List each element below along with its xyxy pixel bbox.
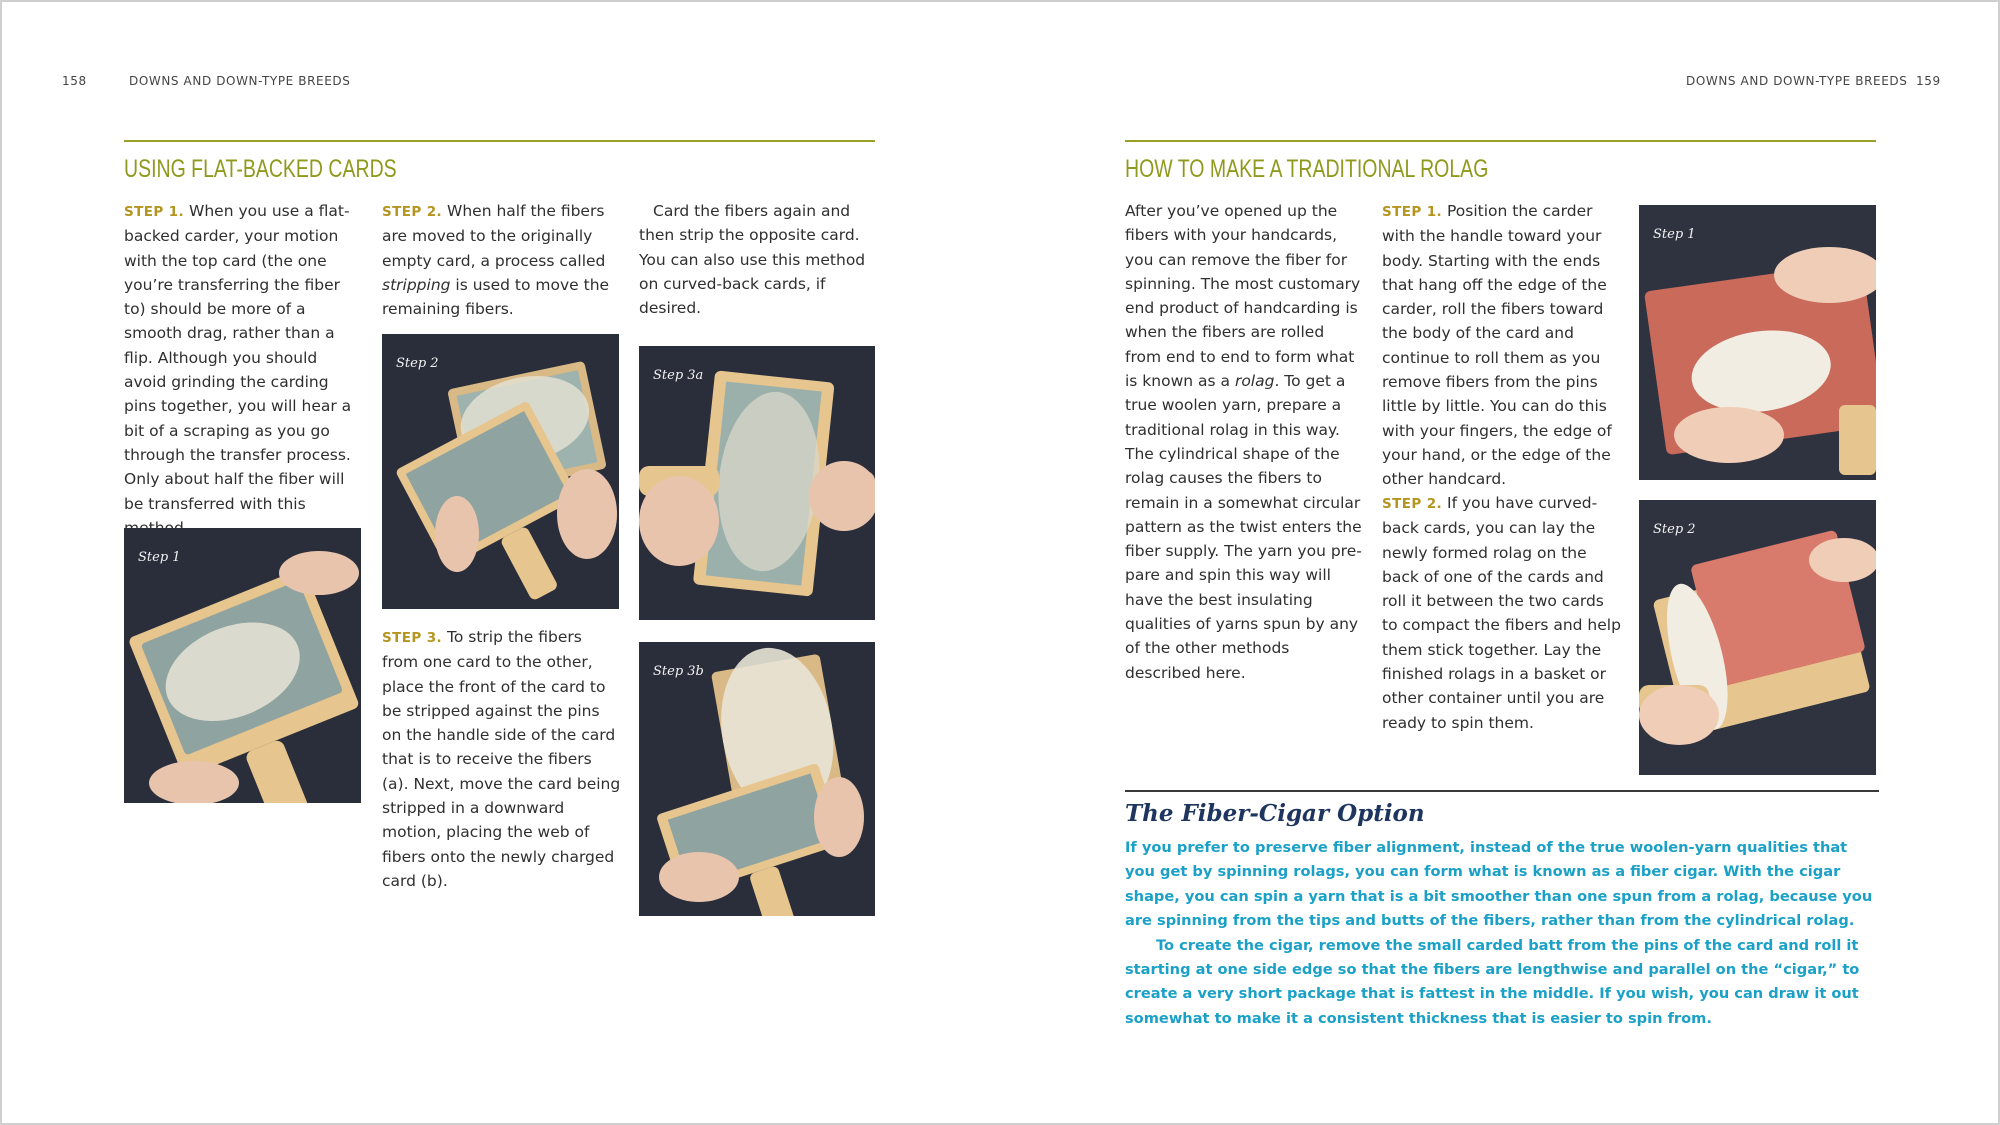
- photo-step2-left: [382, 334, 619, 609]
- step2-text-left-b: is used to move the remaining fibers.: [382, 275, 610, 319]
- sidebar-body: [1125, 836, 1876, 1031]
- step3-text-left: To strip the fibers from one card to the other, place the front of the card to be stripped against the pins on the handle side of the card that is to receive the fibers (a). Next, move the card being stripped in a downward motion, placing the web of fibers onto the newly charged card (b).: [382, 628, 621, 890]
- step1-paragraph-right: [1382, 199, 1622, 492]
- photo-caption-step3b-left: Step 3b: [653, 664, 704, 679]
- running-head-right: DOWNS AND DOWN-TYPE BREEDS: [1686, 74, 1908, 88]
- step2-text-left-em: stripping: [382, 275, 451, 294]
- section-title-right: HOW TO MAKE A TRADITIONAL ROLAG: [1125, 155, 1489, 183]
- section-rule-right: [1125, 140, 1876, 142]
- sidebar-paragraph-1: If you prefer to preserve fiber alignment, instead of the true woolen-yarn qualities that you get by spinning rolags, you can form what is known as a fiber cigar. With the cigar shape, you can spin a yarn that is a bit smoother than one spun from a rolag, because you are spinning from the tips and butts of the fibers, rather than from the cylindrical rolag.: [1125, 839, 1873, 930]
- step3-label-left: STEP 3.: [382, 630, 443, 646]
- step2-label-left: STEP 2.: [382, 204, 443, 220]
- rolag-photo-step2: [1639, 500, 1876, 775]
- step3-paragraph-left: [382, 625, 622, 893]
- step2-label-right: STEP 2.: [1382, 496, 1443, 512]
- sidebar-rule: [1125, 790, 1879, 792]
- card-again-paragraph: Card the fibers again and then strip the opposite card. You can also use this method on curved-back cards, if desired.: [639, 202, 866, 318]
- step2-text-left-a: When half the fibers are moved to the originally empty card, a process called: [382, 202, 606, 270]
- flat-card-photo-step1: [124, 528, 361, 803]
- rolag-intro-text-a: After you’ve opened up the fibers with your handcards, you can remove the fiber for spinning. The most customary end product of handcarding is when the fibers are rolled from end to end to form what is known as a: [1125, 202, 1361, 391]
- step2-text-right: If you have curved-back cards, you can lay the newly formed rolag on the back of one of the cards and roll it between the two cards to compact the fibers and help them stick together. Lay the finished rolags in a basket or other container until you are ready to spin them.: [1382, 494, 1621, 732]
- photo-caption-step1-left: Step 1: [138, 550, 181, 565]
- step1-text-right: Position the carder with the handle toward your body. Starting with the ends that hang off the edge of the carder, roll the fibers toward the body of the card and continue to roll them as you remove fibers from the pins little by little. You can do this with your fingers, the edge of your hand, or the edge of the other handcard.: [1382, 202, 1612, 489]
- flat-card-photo-step3b: [639, 642, 875, 916]
- sidebar-title: The Fiber-Cigar Option: [1125, 800, 1425, 827]
- page-number-right: 159: [1916, 74, 1941, 88]
- photo-rolag-step2: [1639, 500, 1876, 775]
- step1-label-right: STEP 1.: [1382, 204, 1443, 220]
- flat-card-photo-step3a: [639, 346, 875, 620]
- step2-paragraph-left: [382, 199, 622, 321]
- photo-caption-step3a-left: Step 3a: [653, 368, 704, 383]
- step2-paragraph-right: [1382, 491, 1622, 735]
- section-title-left: USING FLAT-BACKED CARDS: [124, 155, 397, 183]
- rolag-intro-text-b: . To get a true woolen yarn, prepare a traditional rolag in this way. The cylindrical shape of the rolag causes the fibers to remain in a somewhat circular pattern as the twist enters the fiber supply. The yarn you prepare and spin this way will have the best insulating qualities of yarns spun by any of the other methods described here.: [1125, 372, 1362, 682]
- photo-step1-left: [124, 528, 361, 803]
- rolag-intro-text-em: rolag: [1234, 372, 1275, 391]
- running-head-left: DOWNS AND DOWN-TYPE BREEDS: [129, 74, 351, 88]
- sidebar-paragraph-2: To create the cigar, remove the small carded batt from the pins of the card and roll it starting at one side edge so that the fibers are lengthwise and parallel on the “cigar,” to create a very short package that is fattest in the middle. If you wish, you can draw it out somewhat to make it a consistent thickness that is easier to spin from.: [1125, 936, 1860, 1027]
- photo-step3a-left: [639, 346, 875, 620]
- rolag-photo-step1: [1639, 205, 1876, 480]
- photo-caption-step2-left: Step 2: [396, 356, 439, 371]
- photo-step3b-left: [639, 642, 875, 916]
- page-number-left: 158: [62, 74, 87, 88]
- step1-label-left: STEP 1.: [124, 204, 185, 220]
- section-rule-left: [124, 140, 875, 142]
- step1-paragraph-left: [124, 199, 364, 540]
- rolag-intro-paragraph: [1125, 199, 1365, 685]
- flat-card-photo-step2: [382, 334, 619, 609]
- photo-caption-rolag-step1: Step 1: [1653, 227, 1696, 242]
- photo-rolag-step1: [1639, 205, 1876, 480]
- photo-caption-rolag-step2: Step 2: [1653, 522, 1696, 537]
- step1-text-left: When you use a flat-backed carder, your motion with the top card (the one you’re transferring the fiber to) should be more of a smooth drag, rather than a flip. Although you should avoid grinding the carding pins together, you will hear a bit of a scraping as you go through the transfer process. Only about half the fiber will be transferred with this: [124, 202, 352, 513]
